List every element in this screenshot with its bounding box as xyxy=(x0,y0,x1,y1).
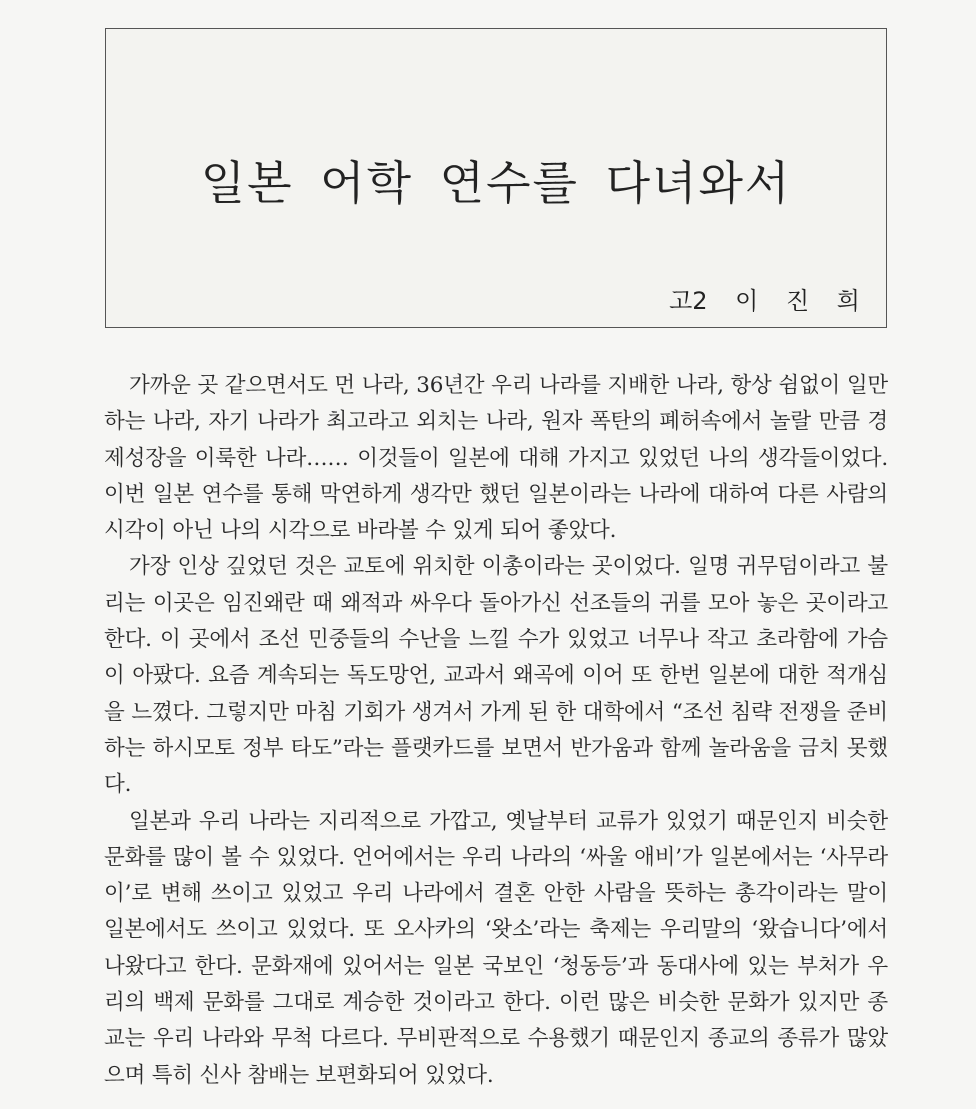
article-body xyxy=(104,368,888,1094)
page-title: 일본 어학 연수를 다녀와서 xyxy=(200,156,792,210)
paragraph-1: 가까운 곳 같으면서도 먼 나라, 36년간 우리 나라를 지배한 나라, 항상 쉼없이 일만 하는 나라, 자기 나라가 최고라고 외치는 나라, 원자 폭탄의 폐허속에서 놀랄 만큼 경제성장을 이룩한 나라…… 이것들이 일본에 대해 가지고 있었던 나의 생각들이었다. 이번 일본 연수를 통해 막연하게 생각만 했던 일본이라는 나라에 대하여 다른 사람의 시각이 아닌 나의 시각으로 바라볼 수 있게 되어 좋았다. xyxy=(104,373,888,544)
paragraph-3: 일본과 우리 나라는 지리적으로 가깝고, 옛날부터 교류가 있었기 때문인지 비슷한 문화를 많이 볼 수 있었다. 언어에서는 우리 나라의 ‘싸울 애비’가 일본에서는 ‘사무라이’로 변해 쓰이고 있었고 우리 나라에서 결혼 안한 사람을 뜻하는 총각이라는 말이 일본에서도 쓰이고 있었다. 또 오사카의 ‘왓소’라는 축제는 우리말의 ‘왔습니다’에서 나왔다고 한다. 문화재에 있어서는 일본 국보인 ‘청동등’과 동대사에 있는 부처가 우리의 백제 문화를 그대로 계승한 것이라고 한다. 이런 많은 비슷한 문화가 있지만 종교는 우리 나라와 무척 다르다. 무비판적으로 수용했기 때문인지 종교의 종류가 많았으며 특히 신사 참배는 보편화되어 있었다. xyxy=(104,808,888,1088)
paragraph-2: 가장 인상 깊었던 것은 교토에 위치한 이총이라는 곳이었다. 일명 귀무덤이라고 불리는 이곳은 임진왜란 때 왜적과 싸우다 돌아가신 선조들의 귀를 모아 놓은 곳이라고 한다. 이 곳에서 조선 민중들의 수난을 느낄 수가 있었고 너무나 작고 초라함에 가슴이 아팠다. 요즘 계속되는 독도망언, 교과서 왜곡에 이어 또 한번 일본에 대한 적개심을 느꼈다. 그렇지만 마침 기회가 생겨서 가게 된 한 대학에서 “조선 침략 전쟁을 준비하는 하시모토 정부 타도”라는 플랫카드를 보면서 반가움과 함께 놀라움을 금치 못했다. xyxy=(104,554,888,798)
title-box xyxy=(105,28,887,328)
author-line: 고2 이 진 희 xyxy=(669,287,860,315)
